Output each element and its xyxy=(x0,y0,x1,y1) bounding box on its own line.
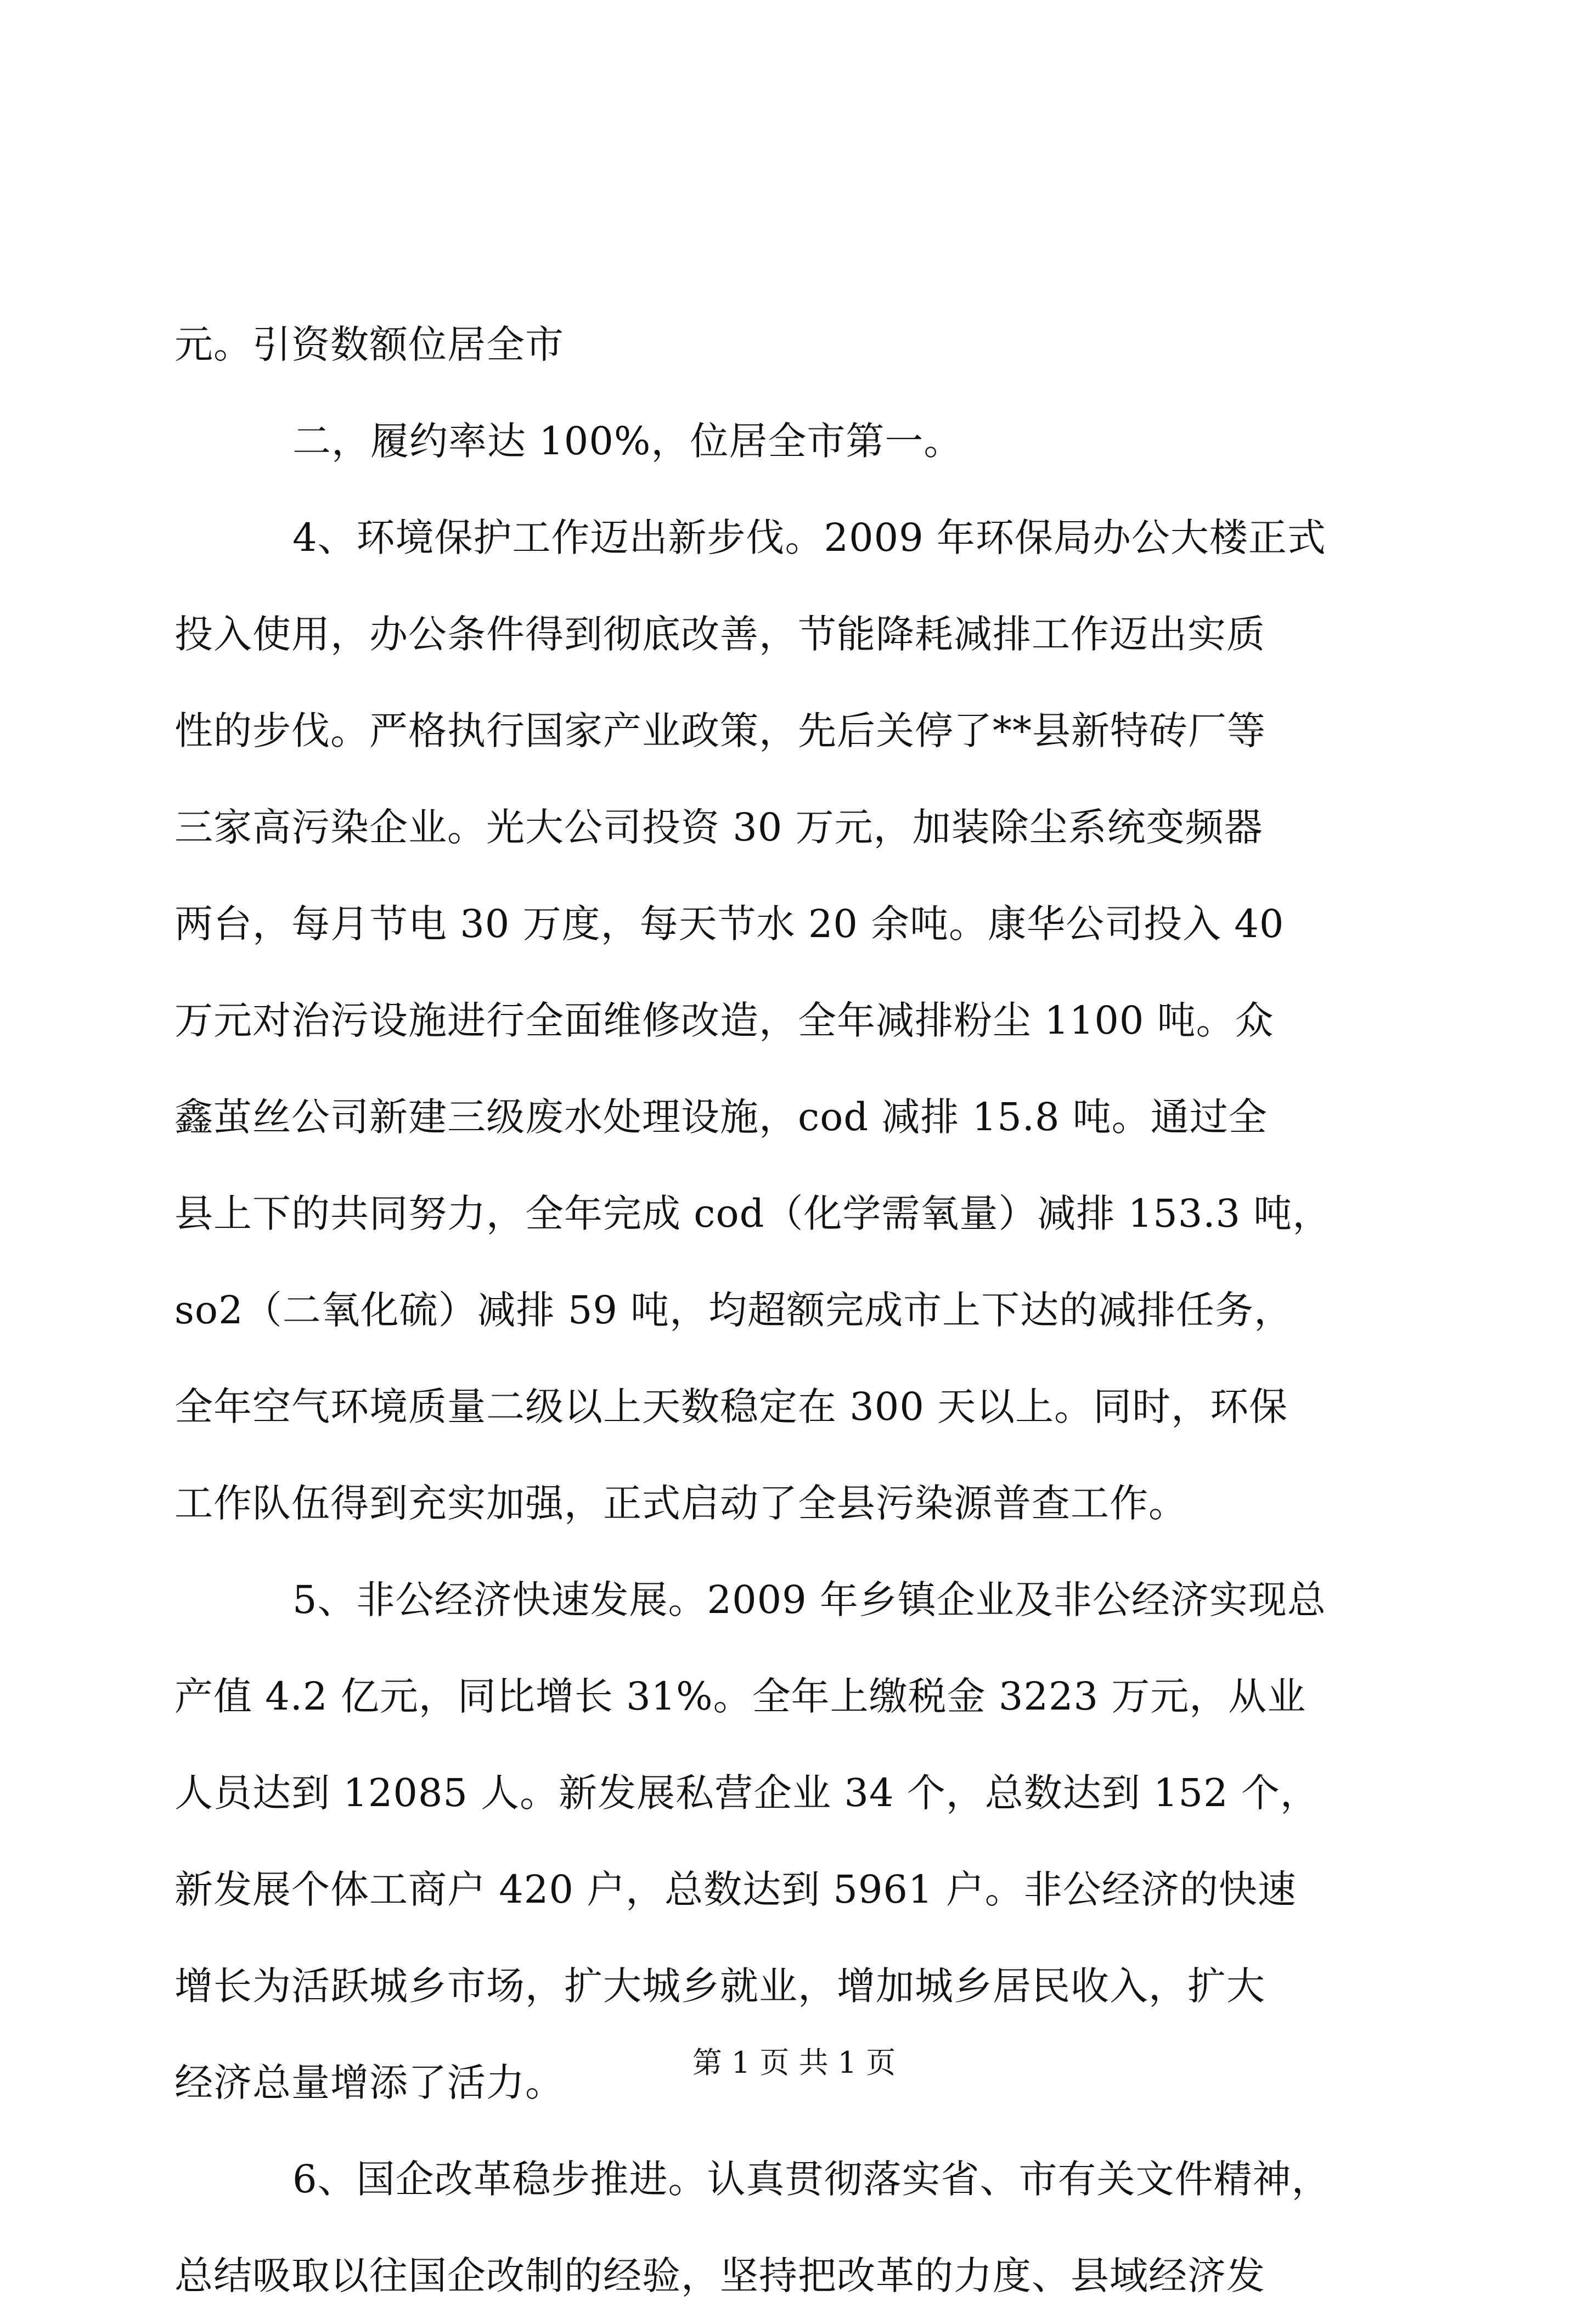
text-line: 人员达到 12085 人。新发展私营企业 34 个，总数达到 152 个， xyxy=(174,1770,1319,1815)
text-line: 总结吸取以往国企改制的经验，坚持把改革的力度、县域经济发 xyxy=(174,2253,1265,2298)
paragraph-6-start: 6、国企改革稳步推进。认真贯彻落实省、市有关文件精神， xyxy=(292,2157,1331,2202)
document-body xyxy=(174,296,1404,2324)
text-line: so2（二氧化硫）减排 59 吨，均超额完成市上下达的减排任务， xyxy=(174,1288,1293,1333)
text-line: 全年空气环境质量二级以上天数稳定在 300 天以上。同时，环保 xyxy=(174,1384,1288,1429)
text-line: 性的步伐。严格执行国家产业政策，先后关停了**县新特砖厂等 xyxy=(174,708,1266,753)
text-line: 县上下的共同努力，全年完成 cod（化学需氧量）减排 153.3 吨， xyxy=(174,1191,1332,1236)
text-line: 元。引资数额位居全市 xyxy=(174,322,564,367)
text-line: 工作队伍得到充实加强，正式启动了全县污染源普查工作。 xyxy=(174,1481,1187,1526)
text-line: 二，履约率达 100%，位居全市第一。 xyxy=(292,419,963,464)
text-line: 鑫茧丝公司新建三级废水处理设施，cod 减排 15.8 吨。通过全 xyxy=(174,1095,1268,1140)
text-line: 产值 4.2 亿元，同比增长 31%。全年上缴税金 3223 万元，从业 xyxy=(174,1674,1307,1719)
text-line: 两台，每月节电 30 万度，每天节水 20 余吨。康华公司投入 40 xyxy=(174,901,1285,946)
text-line: 万元对治污设施进行全面维修改造，全年减排粉尘 1100 吨。众 xyxy=(174,998,1274,1043)
page-number-footer: 第 1 页 共 1 页 xyxy=(692,2045,896,2080)
paragraph-5-start: 5、非公经济快速发展。2009 年乡镇企业及非公经济实现总 xyxy=(292,1577,1326,1622)
text-line: 增长为活跃城乡市场，扩大城乡就业，增加城乡居民收入，扩大 xyxy=(174,1964,1265,2009)
paragraph-4-start: 4、环境保护工作迈出新步伐。2009 年环保局办公大楼正式 xyxy=(292,515,1326,560)
text-line: 投入使用，办公条件得到彻底改善，节能降耗减排工作迈出实质 xyxy=(174,612,1265,657)
text-line: 三家高污染企业。光大公司投资 30 万元，加装除尘系统变频器 xyxy=(174,805,1263,850)
text-line: 新发展个体工商户 420 户，总数达到 5961 户。非公经济的快速 xyxy=(174,1867,1297,1912)
text-line: 经济总量增添了活力。 xyxy=(174,2060,564,2105)
